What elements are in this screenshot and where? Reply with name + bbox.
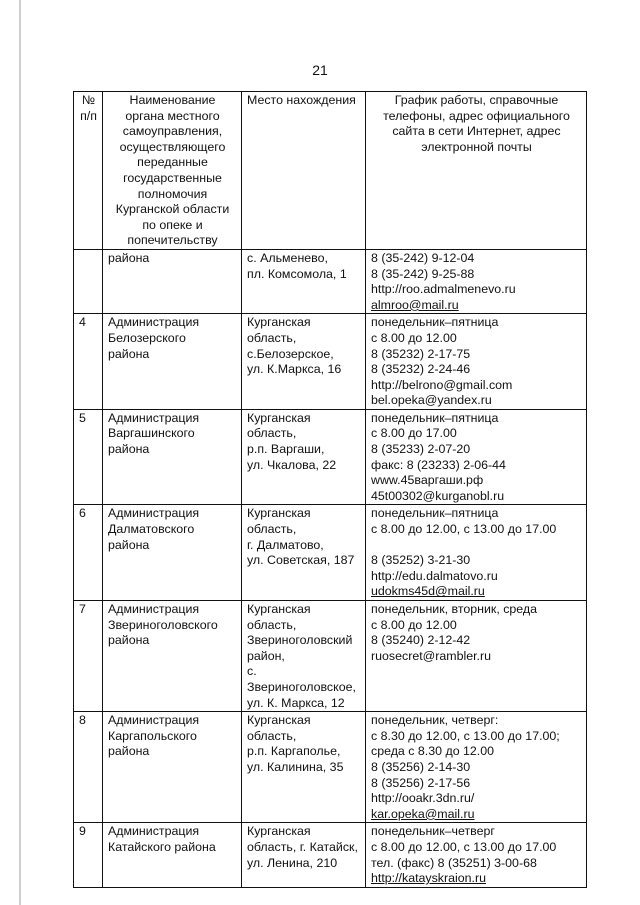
cell-line: область, г. Катайск, xyxy=(247,839,358,854)
cell-num: 6 xyxy=(74,505,103,601)
cell-schedule xyxy=(366,823,587,887)
header-line: электронной почты xyxy=(421,139,532,154)
cell-num: 8 xyxy=(74,712,103,823)
cell-line: с 8.00 до 12.00, с 13.00 до 17.00 xyxy=(371,522,557,537)
cell-line: Курганская xyxy=(247,713,311,728)
header-schedule xyxy=(366,92,587,250)
cell-schedule xyxy=(366,505,587,601)
cell-location xyxy=(242,823,366,887)
cell-line: Администрация xyxy=(108,410,200,425)
cell-num: 7 xyxy=(74,601,103,712)
cell-line: Курганская xyxy=(247,506,311,521)
header-line: Место нахождения xyxy=(247,93,356,107)
cell-line: 8 (35-242) 9-12-04 xyxy=(371,250,475,265)
cell-line: Звериноголовский xyxy=(247,633,353,648)
cell-name xyxy=(103,823,242,887)
cell-line: с 8.30 до 12.00, с 13.00 до 17.00; xyxy=(371,728,560,743)
cell-line: р.п. Каргаполье, xyxy=(247,744,341,759)
header-line: № xyxy=(81,93,96,107)
cell-line: района xyxy=(108,633,150,648)
header-line: осуществляющего xyxy=(119,139,226,154)
cell-line: 8 (35232) 2-24-46 xyxy=(371,362,471,377)
cell-line: ул. К.Маркса, 16 xyxy=(247,362,342,377)
cell-line: 8 (35232) 2-17-75 xyxy=(371,346,471,361)
cell-schedule xyxy=(366,601,587,712)
cell-line: р.п. Варгаши, xyxy=(247,442,325,457)
cell-line: Администрация xyxy=(108,315,200,330)
website-link[interactable]: http://belrono@gmail.com xyxy=(371,377,513,392)
header-line: попечительству xyxy=(127,233,218,248)
organizations-table xyxy=(73,91,587,888)
cell-line: ул. К. Маркса, 12 xyxy=(247,695,345,710)
table-header-row xyxy=(74,92,587,250)
email-link[interactable]: ruosecret@rambler.ru xyxy=(371,648,492,663)
cell-line: ул. Советская, 187 xyxy=(247,553,355,568)
cell-line: понедельник, вторник, среда xyxy=(371,602,538,616)
table-row xyxy=(74,505,587,601)
header-line: сайта в сети Интернет, адрес xyxy=(392,124,561,139)
header-name xyxy=(103,92,242,250)
cell-line: с 8.00 до 12.00, с 13.00 до 17.00 xyxy=(371,839,557,854)
cell-line: района xyxy=(108,537,150,552)
cell-line: среда с 8.30 до 12.00 xyxy=(371,744,495,759)
scan-edge xyxy=(19,0,21,905)
cell-name xyxy=(103,712,242,823)
cell-line: понедельник–пятница xyxy=(371,410,499,425)
cell-line: Курганская xyxy=(247,602,311,616)
email-link[interactable]: bel.opeka@yandex.ru xyxy=(371,393,492,408)
cell-line: ул. Калинина, 35 xyxy=(247,759,344,774)
header-line: п/п xyxy=(80,108,97,123)
table-row xyxy=(74,314,587,410)
website-link[interactable]: www.45варгаши.рф xyxy=(371,473,484,488)
cell-name xyxy=(103,601,242,712)
cell-location xyxy=(242,505,366,601)
cell-line: района xyxy=(108,250,150,265)
cell-line: район, xyxy=(247,648,285,663)
cell-line: область, xyxy=(247,330,297,345)
cell-name xyxy=(103,314,242,410)
cell-line: Администрация xyxy=(108,713,200,728)
header-line: органа местного xyxy=(125,108,220,123)
cell-name xyxy=(103,409,242,505)
header-line: телефоны, адрес официального xyxy=(383,108,570,123)
table-row xyxy=(74,249,587,313)
header-line: полномочия xyxy=(137,186,208,201)
cell-line: с 8.00 до 12.00 xyxy=(371,617,457,632)
header-line: Наименование xyxy=(129,93,216,107)
cell-line: пл. Комсомола, 1 xyxy=(247,266,347,281)
cell-line: 8 (35252) 3-21-30 xyxy=(371,553,471,568)
table-row xyxy=(74,409,587,505)
cell-line: Администрация xyxy=(108,506,200,521)
cell-line: района xyxy=(108,442,150,457)
cell-line: Варгашинского xyxy=(108,426,195,441)
cell-line: понедельник–пятница xyxy=(371,506,499,521)
header-line: График работы, справочные xyxy=(394,93,559,107)
email-link[interactable]: almroo@mail.ru xyxy=(371,297,459,312)
header-location xyxy=(242,92,366,250)
cell-line: района xyxy=(108,346,150,361)
cell-location xyxy=(242,314,366,410)
cell-location xyxy=(242,249,366,313)
header-line: по опеке и xyxy=(142,217,203,232)
header-line: переданные xyxy=(137,155,208,170)
cell-line: понедельник, четверг: xyxy=(371,713,499,728)
page-number: 21 xyxy=(312,62,328,78)
cell-line: Курганская xyxy=(247,824,311,839)
cell-schedule xyxy=(366,314,587,410)
cell-line: ул. Ленина, 210 xyxy=(247,855,338,870)
cell-line: область, xyxy=(247,426,297,441)
cell-line: понедельник–четверг xyxy=(371,824,495,839)
cell-line: Далматовского xyxy=(108,522,195,537)
cell-line: с 8.00 до 17.00 xyxy=(371,426,457,441)
cell-line: с. Альменево, xyxy=(247,250,328,265)
cell-line: района xyxy=(108,744,150,759)
cell-location xyxy=(242,601,366,712)
email-link[interactable]: udokms45d@mail.ru xyxy=(371,584,485,599)
cell-line xyxy=(371,538,582,554)
header-line: Курганской области xyxy=(115,202,230,217)
cell-line: Курганская xyxy=(247,315,311,330)
email-link[interactable]: 45t00302@kurganobl.ru xyxy=(371,488,505,503)
header-line: государственные xyxy=(123,170,222,185)
cell-line: 8 (35233) 2-07-20 xyxy=(371,442,471,457)
cell-line: область, xyxy=(247,728,297,743)
table-row xyxy=(74,823,587,887)
cell-schedule xyxy=(366,249,587,313)
cell-line: Звериноголовское, xyxy=(247,679,356,694)
cell-location xyxy=(242,409,366,505)
cell-line: Администрация xyxy=(108,602,200,616)
cell-line: 8 (35256) 2-17-56 xyxy=(371,775,471,790)
cell-line: Белозерского xyxy=(108,330,186,345)
cell-line: с 8.00 до 12.00 xyxy=(371,330,457,345)
cell-line: 8 (35256) 2-14-30 xyxy=(371,759,471,774)
table-row xyxy=(74,712,587,823)
cell-name xyxy=(103,249,242,313)
header-line: самоуправления, xyxy=(122,124,223,139)
cell-line: с. xyxy=(247,664,257,679)
table-row xyxy=(74,601,587,712)
cell-line: 8 (35240) 2-12-42 xyxy=(371,633,471,648)
cell-line: 8 (35-242) 9-25-88 xyxy=(371,266,475,281)
website-link[interactable]: http://katayskraion.ru xyxy=(371,871,487,886)
cell-num: 4 xyxy=(74,314,103,410)
email-link[interactable]: kar.opeka@mail.ru xyxy=(371,806,475,821)
header-num xyxy=(74,92,103,250)
cell-name xyxy=(103,505,242,601)
website-link[interactable]: http://roo.admalmenevo.ru xyxy=(371,282,516,297)
cell-line: тел. (факс) 8 (35251) 3-00-68 xyxy=(371,855,537,870)
cell-line: г. Далматово, xyxy=(247,537,324,552)
cell-num: 9 xyxy=(74,823,103,887)
cell-location xyxy=(242,712,366,823)
cell-schedule xyxy=(366,409,587,505)
cell-line: ул. Чкалова, 22 xyxy=(247,457,337,472)
cell-num xyxy=(74,249,103,313)
cell-line: с.Белозерское, xyxy=(247,346,334,361)
cell-line: Курганская xyxy=(247,410,311,425)
cell-line: факс: 8 (23233) 2-06-44 xyxy=(371,457,506,472)
cell-line: Администрация xyxy=(108,824,200,839)
cell-line: Звериноголовского xyxy=(108,617,218,632)
website-link[interactable]: http://ooakr.3dn.ru/ xyxy=(371,791,475,806)
cell-line: область, xyxy=(247,617,297,632)
cell-line: область, xyxy=(247,522,297,537)
cell-num: 5 xyxy=(74,409,103,505)
cell-line: Катайского района xyxy=(108,839,216,854)
cell-line: понедельник–пятница xyxy=(371,315,499,330)
cell-line: Каргапольского xyxy=(108,728,197,743)
website-link[interactable]: http://edu.dalmatovo.ru xyxy=(371,568,498,583)
cell-schedule xyxy=(366,712,587,823)
